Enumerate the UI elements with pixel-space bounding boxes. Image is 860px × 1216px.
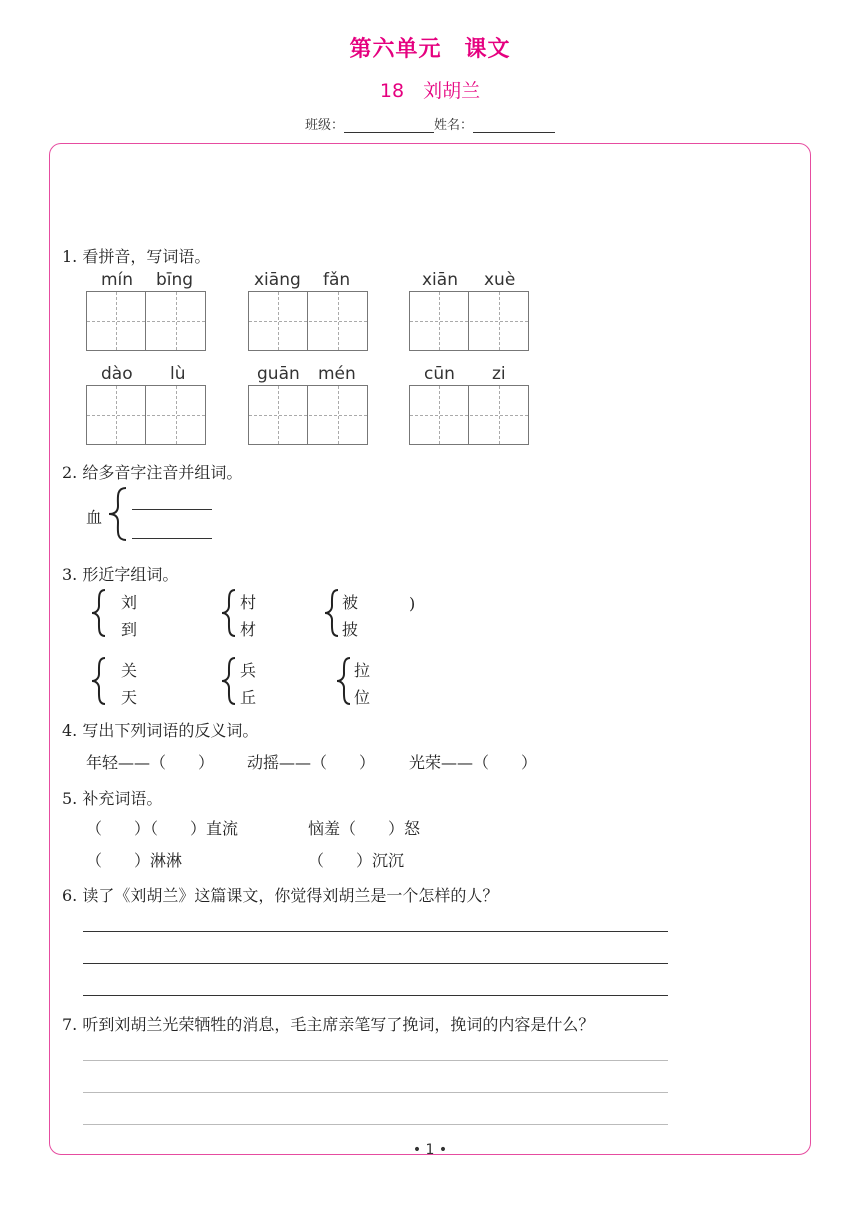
q5-prompt: 5. 补充词语。 [62, 789, 163, 808]
char-b: 丘 [240, 688, 257, 707]
idiom-blank[interactable]: （ ）（ ）直流 [86, 819, 239, 838]
q4-prompt: 4. 写出下列词语的反义词。 [62, 721, 259, 740]
brace-icon [335, 656, 353, 706]
char-a: 关 [121, 661, 138, 680]
answer-blank[interactable] [132, 509, 212, 510]
idiom-blank[interactable]: （ ）淋淋 [86, 851, 183, 870]
char-b: 位 [354, 688, 371, 707]
answer-line[interactable] [83, 963, 668, 964]
answer-line[interactable] [83, 995, 668, 996]
pinyin: zi [492, 364, 506, 384]
page-number: • 1 • [412, 1142, 448, 1158]
writing-grid[interactable] [409, 385, 529, 445]
pinyin: guān [257, 364, 300, 384]
brace-icon [220, 588, 238, 638]
writing-grid[interactable] [409, 291, 529, 351]
q1-prompt: 1. 看拼音，写词语。 [62, 247, 211, 266]
writing-grid[interactable] [86, 385, 206, 445]
q7-prompt: 7. 听到刘胡兰光荣牺牲的消息，毛主席亲笔写了挽词，挽词的内容是什么？ [62, 1015, 595, 1034]
brace-icon [323, 588, 341, 638]
idiom-blank[interactable]: （ ）沉沉 [308, 851, 405, 870]
pinyin: mín [101, 270, 134, 290]
brace-icon [90, 588, 108, 638]
char-a: 兵 [240, 661, 257, 680]
lesson-title: 18 刘胡兰 [379, 80, 481, 102]
answer-line[interactable] [83, 1092, 668, 1093]
name-label: 姓名： [434, 118, 474, 133]
antonym-item[interactable]: 年轻——（ ） [86, 753, 215, 772]
class-blank[interactable] [344, 132, 434, 133]
name-blank[interactable] [473, 132, 555, 133]
class-name-line [0, 114, 860, 133]
idiom-blank[interactable]: 恼羞（ ）怒 [308, 819, 421, 838]
char-b: 披 [342, 620, 359, 639]
writing-grid[interactable] [86, 291, 206, 351]
q3-prompt: 3. 形近字组词。 [62, 565, 179, 584]
char-a: 刘 [121, 593, 138, 612]
pinyin: xiāng [254, 270, 301, 290]
char-a: 被 [342, 593, 359, 612]
pinyin: xuè [484, 270, 516, 290]
pinyin: xiān [422, 270, 458, 290]
antonym-item[interactable]: 光荣——（ ） [409, 753, 538, 772]
antonym-item[interactable]: 动摇——（ ） [247, 753, 376, 772]
pinyin: cūn [424, 364, 455, 384]
char-b: 天 [121, 688, 138, 707]
writing-grid[interactable] [248, 291, 368, 351]
char-b: 到 [121, 620, 138, 639]
answer-line[interactable] [83, 931, 668, 932]
writing-grid[interactable] [248, 385, 368, 445]
q6-prompt: 6. 读了《刘胡兰》这篇课文，你觉得刘胡兰是一个怎样的人？ [62, 886, 499, 905]
answer-blank[interactable] [132, 538, 212, 539]
stray-paren: ) [409, 594, 416, 613]
pinyin: bīng [156, 270, 194, 290]
pinyin: fǎn [323, 270, 351, 290]
q2-prompt: 2. 给多音字注音并组词。 [62, 463, 243, 482]
brace-icon [106, 486, 130, 542]
brace-icon [220, 656, 238, 706]
char-b: 材 [240, 620, 257, 639]
pinyin: mén [318, 364, 356, 384]
char-a: 拉 [354, 661, 371, 680]
unit-title: 第六单元 课文 [349, 37, 511, 62]
char-a: 村 [240, 593, 257, 612]
answer-line[interactable] [83, 1060, 668, 1061]
brace-icon [90, 656, 108, 706]
pinyin: dào [101, 364, 133, 384]
polyphone-char: 血 [86, 508, 103, 527]
class-label: 班级： [304, 118, 344, 133]
answer-line[interactable] [83, 1124, 668, 1125]
pinyin: lù [170, 364, 186, 384]
